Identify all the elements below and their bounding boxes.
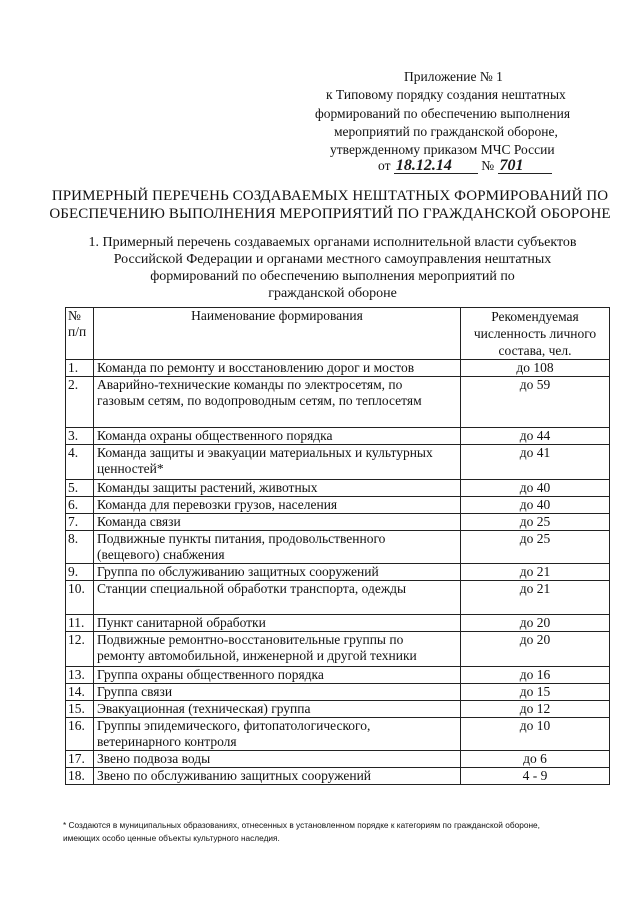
row-name-line: газовым сетям, по водопроводным сетям, по теплосетям: [97, 393, 422, 408]
table-row: [66, 701, 610, 718]
row-count: до 12: [461, 701, 610, 718]
row-name-line: Пункт санитарной обработки: [97, 615, 266, 630]
row-number: 14.: [66, 684, 94, 701]
row-name-line: Подвижные ремонтно-восстановительные группы по: [97, 632, 404, 647]
row-number: 9.: [66, 564, 94, 581]
table-row: [66, 718, 610, 751]
row-name: [94, 581, 461, 615]
row-name-line: Группа связи: [97, 684, 173, 699]
table-row: [66, 751, 610, 768]
section-heading-line: 1. Примерный перечень создаваемых органами исполнительной власти субъектов: [88, 235, 577, 250]
handwritten-number: 701: [498, 158, 552, 174]
row-name-line: Эвакуационная (техническая) группа: [97, 701, 311, 716]
formations-table: [65, 307, 610, 785]
row-name: [94, 480, 461, 497]
appendix-line: к Типовому порядку создания нештатных: [326, 87, 566, 102]
row-name-line: Звено подвоза воды: [97, 751, 211, 766]
table-row: [66, 497, 610, 514]
number-prefix: №: [481, 158, 495, 173]
header-name: [94, 308, 461, 360]
header-num: [66, 308, 94, 360]
appendix-line: утвержденному приказом МЧС России: [330, 142, 555, 157]
row-count: до 6: [461, 751, 610, 768]
date-prefix: от: [378, 158, 391, 173]
table-row: [66, 480, 610, 497]
document-title-line1: ПРИМЕРНЫЙ ПЕРЕЧЕНЬ СОЗДАВАЕМЫХ НЕШТАТНЫХ ФОРМИРОВАНИЙ ПО: [51, 188, 609, 204]
row-count: до 40: [461, 497, 610, 514]
header-count: [461, 308, 610, 360]
section-heading-line: гражданской обороне: [268, 286, 397, 301]
table-row: [66, 531, 610, 564]
row-name-line: Группы эпидемического, фитопатологического,: [97, 718, 371, 733]
table-row: [66, 514, 610, 531]
header-count-line: численность личного: [473, 326, 597, 341]
table-row: [66, 768, 610, 785]
row-name: [94, 360, 461, 377]
row-count: до 40: [461, 480, 610, 497]
row-count: до 59: [461, 377, 610, 428]
row-count: до 16: [461, 667, 610, 684]
footnote-line1: * Создаются в муниципальных образованиях, отнесенных в установленном порядке к категориям по гражданской обороне,: [63, 820, 540, 830]
appendix-date-line: [378, 158, 552, 174]
appendix-title: Приложение № 1: [404, 69, 503, 84]
row-name: [94, 514, 461, 531]
row-name: [94, 632, 461, 667]
row-count: до 25: [461, 514, 610, 531]
row-name-line: Группа охраны общественного порядка: [97, 667, 324, 682]
row-name-line: (вещевого) снабжения: [97, 547, 225, 562]
row-name: [94, 751, 461, 768]
row-name-line: Команда для перевозки грузов, населения: [97, 497, 338, 512]
row-count: до 15: [461, 684, 610, 701]
header-num-line: №: [68, 308, 81, 323]
row-count: до 44: [461, 428, 610, 445]
table-row: [66, 428, 610, 445]
row-number: 2.: [66, 377, 94, 428]
row-count: до 25: [461, 531, 610, 564]
table-row: [66, 564, 610, 581]
row-number: 1.: [66, 360, 94, 377]
row-name: [94, 531, 461, 564]
appendix-line: формирований по обеспечению выполнения: [315, 106, 571, 121]
row-number: 3.: [66, 428, 94, 445]
row-name-line: ремонту автомобильной, инженерной и другой техники: [97, 648, 417, 663]
header-name-text: Наименование формирования: [191, 308, 363, 323]
row-name: [94, 615, 461, 632]
table-row: [66, 360, 610, 377]
document-title-line2: ОБЕСПЕЧЕНИЮ ВЫПОЛНЕНИЯ МЕРОПРИЯТИЙ ПО ГРАЖДАНСКОЙ ОБОРОНЕ: [49, 206, 611, 222]
row-count: до 10: [461, 718, 610, 751]
row-number: 12.: [66, 632, 94, 667]
table-row: [66, 684, 610, 701]
row-number: 18.: [66, 768, 94, 785]
row-name: [94, 497, 461, 514]
table-row: [66, 632, 610, 667]
table-row: [66, 581, 610, 615]
header-num-line: п/п: [68, 324, 87, 339]
row-name: [94, 768, 461, 785]
row-name: [94, 684, 461, 701]
row-name-line: Команда защиты и эвакуации материальных и культурных: [97, 445, 433, 460]
row-count: до 20: [461, 632, 610, 667]
section-heading-line: формирований по обеспечению выполнения мероприятий по: [150, 269, 515, 284]
row-name: [94, 428, 461, 445]
row-name: [94, 564, 461, 581]
footnote-line2: имеющих особо ценные объекты культурного наследия.: [63, 833, 280, 843]
row-name-line: ценностей*: [97, 461, 164, 476]
row-name-line: Команда по ремонту и восстановлению дорог и мостов: [97, 360, 415, 375]
row-name-line: Группа по обслуживанию защитных сооружений: [97, 564, 379, 579]
row-number: 10.: [66, 581, 94, 615]
row-count: до 21: [461, 564, 610, 581]
row-name-line: Станции специальной обработки транспорта, одежды: [97, 581, 407, 596]
row-number: 5.: [66, 480, 94, 497]
row-count: до 108: [461, 360, 610, 377]
row-count: до 21: [461, 581, 610, 615]
row-name-line: Звено по обслуживанию защитных сооружений: [97, 768, 372, 783]
row-number: 7.: [66, 514, 94, 531]
row-number: 16.: [66, 718, 94, 751]
row-name-line: Команда охраны общественного порядка: [97, 428, 333, 443]
handwritten-date: 18.12.14: [394, 158, 478, 174]
table-row: [66, 445, 610, 480]
row-name-line: Команда связи: [97, 514, 181, 529]
row-count: 4 - 9: [461, 768, 610, 785]
row-number: 4.: [66, 445, 94, 480]
row-name: [94, 377, 461, 428]
row-name: [94, 445, 461, 480]
section-heading-line: Российской Федерации и органами местного самоуправления нештатных: [113, 252, 552, 267]
row-name: [94, 667, 461, 684]
table-row: [66, 667, 610, 684]
row-number: 6.: [66, 497, 94, 514]
row-count: до 41: [461, 445, 610, 480]
header-count-line: Рекомендуемая: [491, 309, 579, 324]
row-count: до 20: [461, 615, 610, 632]
row-number: 15.: [66, 701, 94, 718]
table-row: [66, 377, 610, 428]
table-body: [66, 360, 610, 785]
row-name: [94, 701, 461, 718]
row-name-line: Аварийно-технические команды по электросетям, по: [97, 377, 403, 392]
table-header-row: [66, 308, 610, 360]
row-number: 17.: [66, 751, 94, 768]
row-name-line: ветеринарного контроля: [97, 734, 237, 749]
row-name-line: Подвижные пункты питания, продовольственного: [97, 531, 386, 546]
appendix-line: мероприятий по гражданской обороне,: [334, 124, 558, 139]
row-number: 11.: [66, 615, 94, 632]
row-name-line: Команды защиты растений, животных: [97, 480, 318, 495]
table-row: [66, 615, 610, 632]
row-number: 8.: [66, 531, 94, 564]
row-name: [94, 718, 461, 751]
header-count-line: состава, чел.: [498, 343, 572, 358]
row-number: 13.: [66, 667, 94, 684]
